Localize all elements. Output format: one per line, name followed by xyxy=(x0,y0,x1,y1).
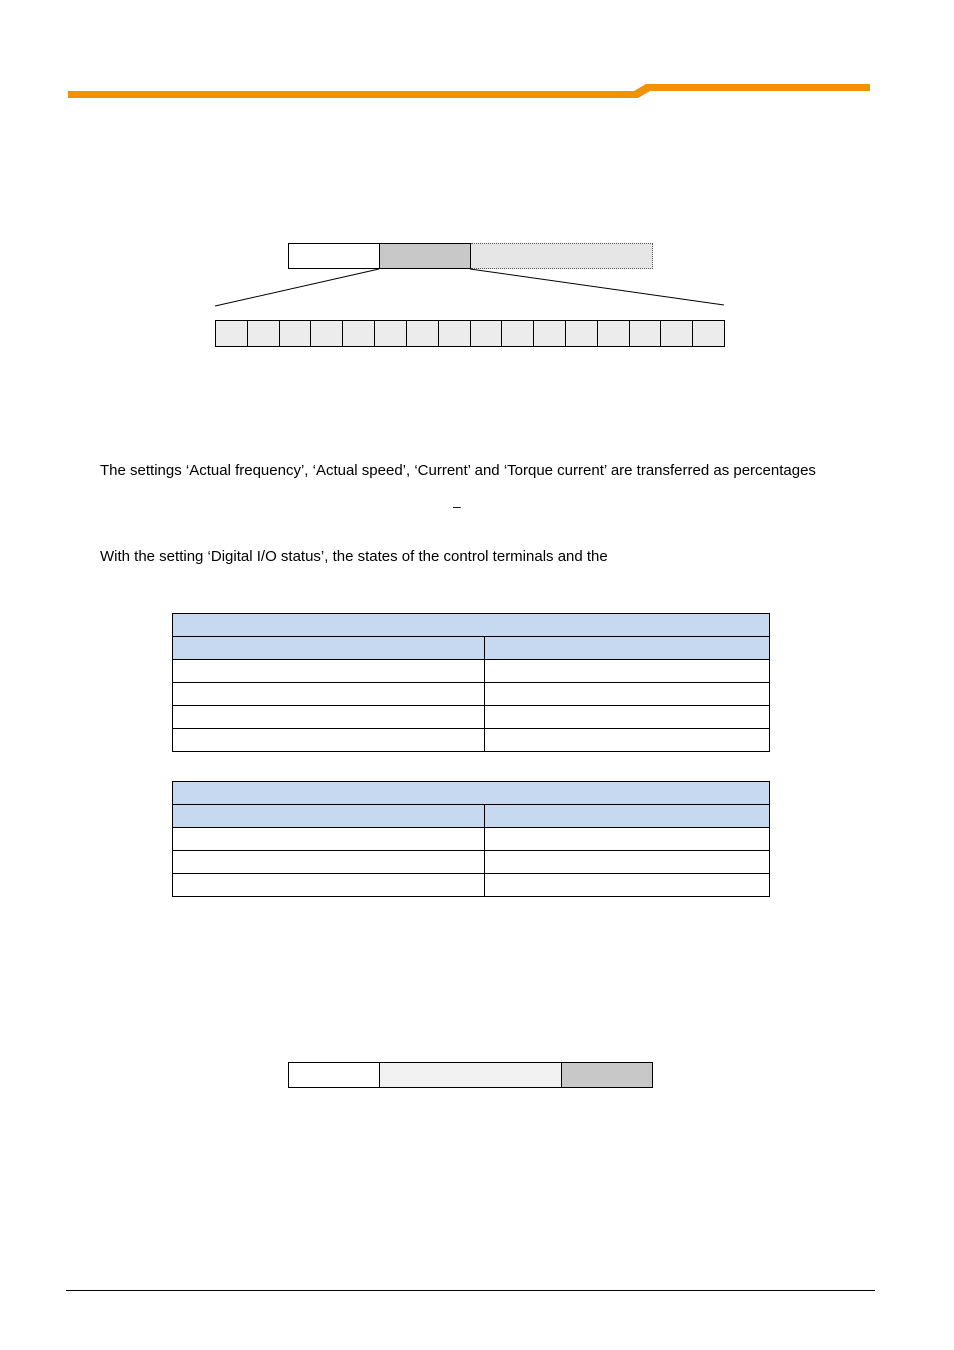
word-diagram-bottom xyxy=(288,1062,653,1088)
table-title-row xyxy=(173,782,770,805)
bit-cell xyxy=(471,321,503,346)
table-cell xyxy=(485,729,770,752)
paragraph-settings-percentages: The settings ‘Actual frequency’, ‘Actual speed’, ‘Current’ and ‘Torque current’ are transferred as percentages xyxy=(100,462,816,479)
bit-cell xyxy=(693,321,724,346)
bit-row xyxy=(215,320,725,347)
bit-cell xyxy=(248,321,280,346)
bit-cell xyxy=(661,321,693,346)
table-cell xyxy=(485,874,770,897)
bit-cell xyxy=(502,321,534,346)
word-segment-2 xyxy=(380,1062,562,1088)
bit-cell xyxy=(343,321,375,346)
table-cell xyxy=(173,874,485,897)
expansion-lines xyxy=(0,0,954,330)
table-row xyxy=(173,729,770,752)
bit-cell xyxy=(407,321,439,346)
table-cell xyxy=(173,660,485,683)
expansion-line-left xyxy=(215,269,379,306)
table-cell xyxy=(485,828,770,851)
table-row xyxy=(173,828,770,851)
table-cell xyxy=(173,683,485,706)
table-cell xyxy=(173,706,485,729)
table-row xyxy=(173,851,770,874)
expansion-line-right xyxy=(470,269,724,305)
table-title-cell xyxy=(173,782,770,805)
paragraph-dash: – xyxy=(453,498,461,514)
bit-cell xyxy=(280,321,312,346)
table-header-cell xyxy=(485,637,770,660)
table-cell xyxy=(485,706,770,729)
table-cell xyxy=(485,660,770,683)
bit-cell xyxy=(534,321,566,346)
footer-rule xyxy=(66,1290,875,1291)
table-row xyxy=(173,874,770,897)
table-title-row xyxy=(173,614,770,637)
table-1 xyxy=(172,613,770,752)
table-header-row xyxy=(173,637,770,660)
bit-cell xyxy=(439,321,471,346)
table-header-cell xyxy=(173,637,485,660)
bit-cell xyxy=(375,321,407,346)
bit-cell xyxy=(566,321,598,346)
table-2 xyxy=(172,781,770,897)
table-cell xyxy=(173,851,485,874)
table-cell xyxy=(485,683,770,706)
word-segment-1 xyxy=(288,1062,380,1088)
table-header-cell xyxy=(485,805,770,828)
bit-cell xyxy=(311,321,343,346)
table-header-cell xyxy=(173,805,485,828)
table-cell xyxy=(485,851,770,874)
word-segment-3 xyxy=(562,1062,653,1088)
bit-cell xyxy=(216,321,248,346)
table-cell xyxy=(173,828,485,851)
table-title-cell xyxy=(173,614,770,637)
bit-cell xyxy=(598,321,630,346)
paragraph-digital-io: With the setting ‘Digital I/O status’, the states of the control terminals and the xyxy=(100,548,608,565)
table-cell xyxy=(173,729,485,752)
table-header-row xyxy=(173,805,770,828)
table-row xyxy=(173,683,770,706)
bit-cell xyxy=(630,321,662,346)
table-row xyxy=(173,706,770,729)
table-row xyxy=(173,660,770,683)
